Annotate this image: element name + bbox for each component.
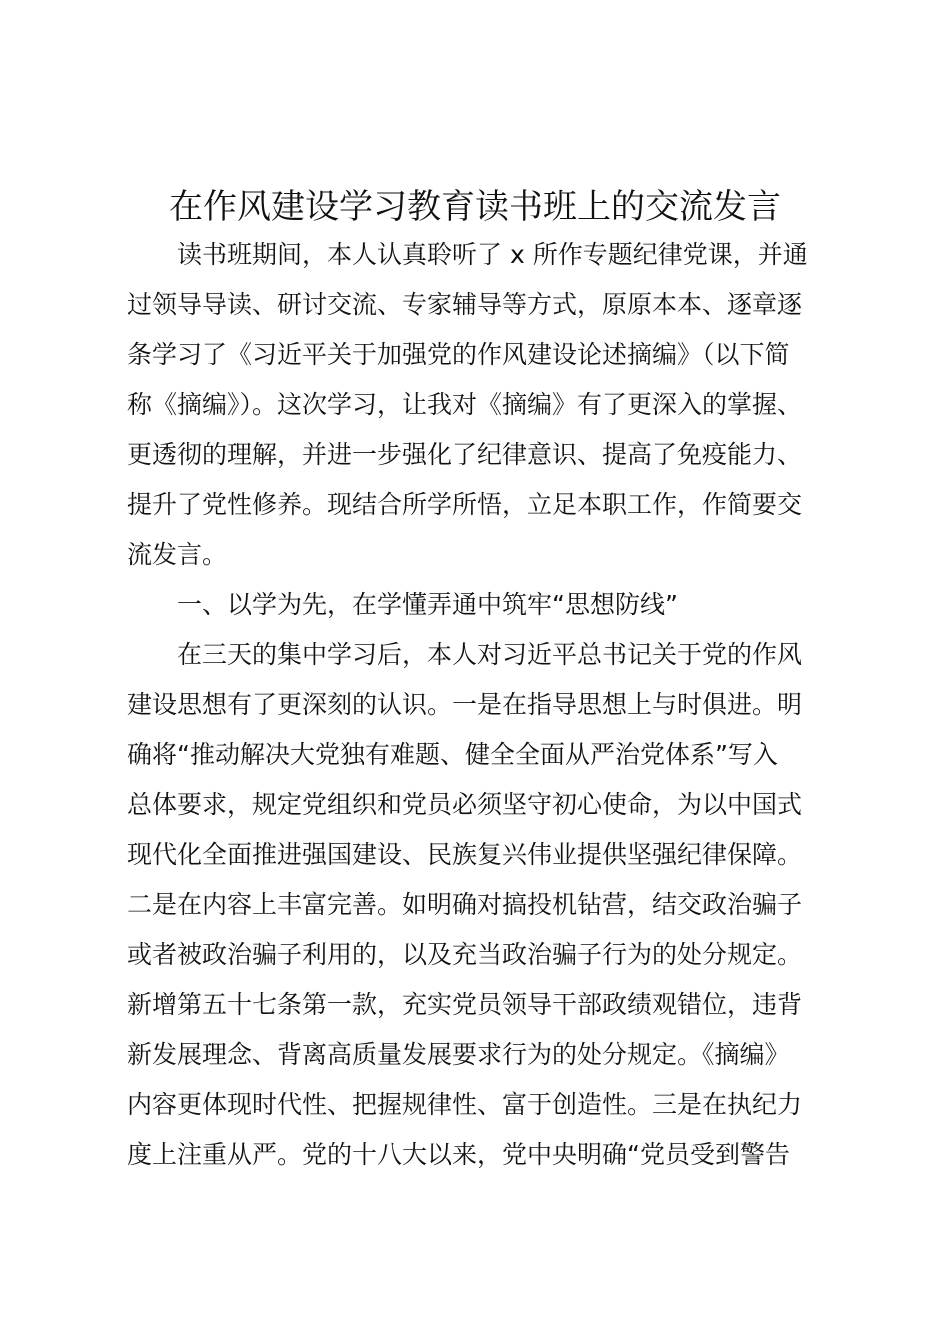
paragraph-2-line-9: 新发展理念、背离高质量发展要求行为的处分规定。《摘编》: [127, 1040, 790, 1069]
paragraph-1-line-1: 读书班期间，本人认真聆听了 x 所作专题纪律党课，并通: [177, 240, 808, 269]
paragraph-1-line-5: 更透彻的理解，并进一步强化了纪律意识、提高了免疫能力、: [127, 440, 803, 469]
paragraph-2-line-10: 内容更体现时代性、把握规律性、富于创造性。三是在执纪力: [127, 1090, 803, 1119]
paragraph-2-line-5: 现代化全面推进强国建设、民族复兴伟业提供坚强纪律保障。: [127, 840, 803, 869]
paragraph-1-line-4: 称《摘编》）。这次学习，让我对《摘编》有了更深入的掌握、: [127, 390, 803, 419]
paragraph-2-line-7: 或者被政治骗子利用的，以及充当政治骗子行为的处分规定。: [127, 940, 803, 969]
document-title: 在作风建设学习教育读书班上的交流发言: [169, 187, 781, 227]
paragraph-2-line-8: 新增第五十七条第一款，充实党员领导干部政绩观错位，违背: [127, 990, 803, 1019]
paragraph-2-line-3: 确将“推动解决大党独有难题、健全全面从严治党体系”写入: [127, 740, 778, 769]
paragraph-1-line-7: 流发言。: [127, 540, 228, 569]
paragraph-1-line-2: 过领导导读、研讨交流、专家辅导等方式，原原本本、逐章逐: [127, 290, 803, 319]
paragraph-2-line-1: 在三天的集中学习后，本人对习近平总书记关于党的作风: [177, 640, 803, 669]
paragraph-2-line-2: 建设思想有了更深刻的认识。一是在指导思想上与时俱进。明: [127, 690, 803, 719]
section-heading-1: 一、以学为先，在学懂弄通中筑牢“思想防线”: [177, 590, 678, 619]
paragraph-2-line-4: 总体要求，规定党组织和党员必须坚守初心使命，为以中国式: [127, 790, 803, 819]
paragraph-1-line-3: 条学习了《习近平关于加强党的作风建设论述摘编》（以下简: [127, 340, 790, 369]
paragraph-1-line-6: 提升了党性修养。现结合所学所悟，立足本职工作，作简要交: [127, 490, 803, 519]
paragraph-2-line-6: 二是在内容上丰富完善。如明确对搞投机钻营，结交政治骗子: [127, 890, 803, 919]
paragraph-2-line-11: 度上注重从严。党的十八大以来，党中央明确“党员受到警告: [127, 1140, 790, 1169]
